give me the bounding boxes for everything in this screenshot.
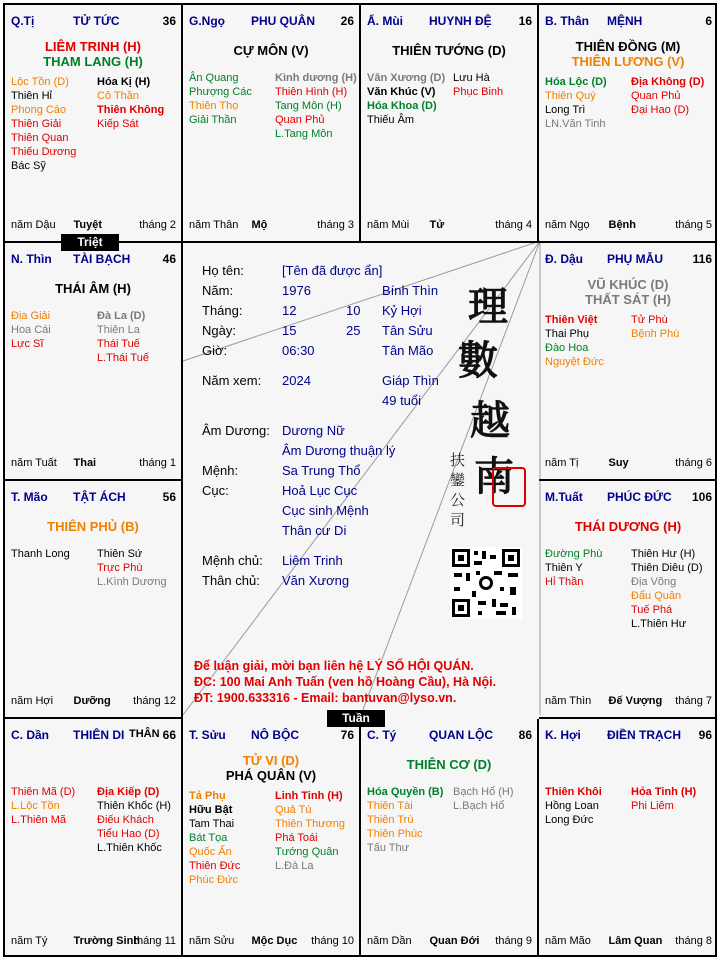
palace-name: TỬ TỨC (73, 14, 120, 28)
life-phase: Bệnh (608, 219, 636, 231)
cycle-month: tháng 6 (675, 457, 712, 469)
minor-star: Phong Cáo (11, 104, 67, 116)
major-star: THAM LANG (H) (43, 54, 143, 69)
palace-name: NÔ BỘC (251, 728, 299, 742)
cuc-value: Hoả Lục Cục (282, 483, 358, 498)
day-label: Ngày: (202, 323, 236, 338)
life-phase: Thai (73, 457, 97, 469)
palace-number: 56 (162, 490, 176, 504)
minor-star: Địa Không (D) (631, 76, 705, 88)
minor-star: Thiên Y (545, 562, 583, 574)
minor-star: Hóa Khoa (D) (367, 100, 437, 112)
minor-star: Thiếu Dương (11, 146, 77, 158)
minor-star: Quốc Ấn (189, 846, 232, 858)
minor-star: Đà La (D) (97, 310, 146, 322)
palace-name: TÀI BẠCH (73, 252, 131, 266)
branch-label: T. Sửu (189, 728, 226, 742)
calligraphy-char-4: 南 (474, 453, 514, 500)
minor-star: Tiểu Hao (D) (97, 828, 160, 840)
cycle-month: tháng 12 (133, 695, 176, 707)
palace-number: 86 (518, 728, 532, 742)
minor-star: Thiên Diêu (D) (631, 562, 703, 574)
minor-star: Phi Liêm (631, 800, 674, 812)
minor-star: Thiên Tài (367, 800, 413, 812)
branch-label: Ấ. Mùi (367, 14, 403, 28)
minor-star: Phúc Đức (189, 874, 238, 886)
month-num: 12 (282, 303, 297, 318)
age: 49 tuổi (382, 393, 422, 408)
hour-label: Giờ: (202, 343, 228, 358)
cycle-year: năm Dần (367, 935, 412, 947)
cycle-year: năm Tị (545, 457, 579, 469)
cycle-month: tháng 7 (675, 695, 712, 707)
minor-star: Tấu Thư (367, 842, 410, 854)
contact-line-1: Để luận giải, mời bạn liên hệ LÝ SỐ HỘI QUÁN. (194, 659, 474, 673)
minor-star: Thanh Long (11, 548, 70, 560)
cycle-year: năm Dậu (11, 219, 56, 231)
branch-label: M.Tuất (545, 490, 583, 504)
minor-star: Thai Phụ (545, 328, 590, 340)
cycle-month: tháng 4 (495, 219, 532, 231)
major-star: THIÊN CƠ (D) (406, 757, 492, 772)
life-phase: Tuyệt (73, 219, 103, 231)
major-star: LIÊM TRINH (H) (44, 39, 142, 54)
cycle-year: năm Tuất (11, 457, 57, 469)
major-star: THÁI DƯƠNG (H) (574, 519, 682, 534)
menh-label: Mệnh: (202, 463, 239, 478)
minor-star: Thiên Mã (D) (11, 786, 76, 798)
minor-star: Lưu Hà (453, 72, 490, 84)
palace-cell-ty2 (361, 719, 539, 957)
palace-name: THIÊN DI (73, 728, 125, 742)
minor-star: L.Tang Môn (275, 128, 333, 140)
palace-number: 66 (162, 728, 176, 742)
seal-char-1: 扶 (450, 451, 466, 469)
minor-star: Đẩu Quân (631, 590, 682, 602)
palace-name: TẬT ÁCH (73, 490, 126, 504)
branch-label: G.Ngọ (189, 14, 225, 28)
minor-star: Bác Sỹ (11, 160, 46, 172)
minor-star: Quan Phủ (631, 90, 681, 102)
major-star: THIÊN TƯỚNG (D) (392, 43, 506, 58)
palace-cell-mui (361, 5, 539, 243)
seal-char-2: 鑾 (450, 471, 466, 489)
contact-line-3: ĐT: 1900.633316 - Email: bantuvan@lyso.vn. (194, 691, 457, 705)
seal-char-4: 司 (450, 511, 466, 529)
minor-star: Ân Quang (189, 72, 239, 84)
palace-cell-hoi (539, 719, 717, 957)
minor-star: Tam Thai (189, 818, 235, 830)
minor-star: Phượng Các (189, 86, 252, 98)
cuc-label: Cục: (202, 483, 229, 498)
cycle-year: năm Sửu (189, 935, 235, 947)
minor-star: Thiên Hư (H) (631, 548, 696, 560)
name-value: [Tên đã được ẩn] (282, 263, 383, 278)
qr-code-icon (450, 547, 522, 619)
minor-star: Thiếu Âm (367, 114, 415, 126)
minor-star: Thiên Khôi (545, 786, 602, 798)
day-num: 15 (282, 323, 297, 338)
cuc-value-3: Thân cư Di (282, 523, 347, 538)
branch-label: K. Hợi (545, 728, 581, 742)
life-phase: Đế Vượng (608, 695, 663, 707)
life-phase: Quan Đới (429, 935, 480, 947)
minor-star: Thiên Đức (189, 860, 241, 872)
minor-star: Hoa Cái (11, 324, 51, 336)
minor-star: Thiên Quý (545, 90, 596, 102)
view-year-label: Năm xem: (202, 373, 262, 388)
cycle-year: năm Mão (545, 935, 591, 947)
branch-label: Q.Tị (11, 14, 35, 28)
year-can: Bính Thìn (382, 283, 439, 298)
menh-value: Sa Trung Thổ (282, 463, 361, 478)
contact-line-2: ĐC: 100 Mai Anh Tuấn (ven hồ Hoàng Cầu), Hà Nội. (194, 675, 497, 689)
minor-star: Đào Hoa (545, 342, 589, 354)
day-can: Tân Sửu (382, 323, 433, 338)
hour-can: Tân Mão (382, 343, 434, 358)
minor-star: Linh Tinh (H) (275, 790, 343, 802)
red-seal-stamp (492, 467, 526, 507)
cycle-month: tháng 2 (139, 219, 176, 231)
name-label: Họ tên: (202, 263, 244, 278)
major-star: THIÊN PHỦ (B) (47, 519, 139, 534)
month-num-lunar: 10 (346, 303, 361, 318)
minor-star: Địa Kiếp (D) (97, 786, 160, 798)
branch-label: Đ. Dậu (545, 252, 584, 266)
minor-star: Hỉ Thần (545, 576, 584, 588)
cycle-month: tháng 10 (311, 935, 354, 947)
minor-star: Văn Xương (D) (367, 72, 446, 84)
major-star: THẤT SÁT (H) (585, 292, 671, 307)
minor-star: Hồng Loan (545, 800, 599, 812)
minor-star: Thiên Quan (11, 132, 69, 144)
cycle-month: tháng 3 (317, 219, 354, 231)
minor-star: Địa Giải (11, 310, 51, 322)
minor-star: Thiên Sứ (97, 548, 143, 560)
palace-name: PHU QUÂN (251, 14, 316, 28)
palace-cell-ty (5, 5, 183, 243)
minor-star: L.Bạch Hổ (453, 800, 505, 812)
palace-cell-ngo (183, 5, 361, 243)
palace-cell-suu (183, 719, 361, 957)
cycle-month: tháng 11 (133, 935, 176, 947)
palace-cell-thin (5, 243, 183, 481)
cycle-month: tháng 5 (675, 219, 712, 231)
minor-star: Hóa Kị (H) (97, 76, 151, 88)
minor-star: Long Đức (545, 814, 594, 826)
center-info-panel (180, 239, 537, 715)
minor-star: Nguyệt Đức (545, 356, 604, 368)
cycle-year: năm Thân (189, 219, 239, 231)
palace-cell-dau (539, 243, 717, 481)
palace-name: PHÚC ĐỨC (607, 490, 672, 504)
cycle-month: tháng 9 (495, 935, 532, 947)
branch-label: C. Dần (11, 728, 50, 742)
body-tag: THÂN (129, 728, 160, 740)
life-phase: Lâm Quan (608, 935, 663, 947)
branch-label: B. Thân (545, 14, 589, 28)
minor-star: Điếu Khách (97, 814, 154, 826)
palace-number: 26 (340, 14, 354, 28)
life-phase: Tử (429, 219, 445, 231)
than-chu-value: Văn Xương (282, 573, 350, 588)
calligraphy-char-3: 越 (470, 397, 510, 444)
minor-star: Quả Tú (275, 804, 312, 816)
minor-star: Thiên Giải (11, 118, 62, 130)
palace-name: MỆNH (607, 14, 643, 28)
minor-star: Địa Võng (631, 576, 677, 588)
day-num-lunar: 25 (346, 323, 361, 338)
major-star: CỰ MÔN (V) (233, 43, 309, 58)
minor-star: Kiếp Sát (97, 118, 139, 130)
minor-star: Lực Sĩ (11, 338, 44, 350)
minor-star: Tang Môn (H) (275, 100, 342, 112)
minor-star: Kình dương (H) (275, 72, 357, 84)
life-phase: Dưỡng (73, 695, 111, 707)
palace-number: 36 (162, 14, 176, 28)
cycle-year: năm Hợi (11, 695, 54, 707)
life-phase: Trường Sinh (73, 935, 141, 947)
minor-star: Tả Phụ (189, 790, 226, 802)
branch-label: N. Thìn (11, 252, 52, 266)
month-label: Tháng: (202, 303, 243, 318)
palace-cell-mao (5, 481, 183, 719)
minor-star: Thiên Thọ (189, 100, 239, 112)
minor-star: Thiên Hình (H) (275, 86, 348, 98)
triet-tag: Triệt (61, 234, 119, 251)
minor-star: LN.Văn Tinh (545, 118, 606, 130)
minor-star: Trực Phù (97, 562, 143, 574)
minor-star: Đường Phù (545, 548, 603, 560)
amduong-label: Âm Dương: (202, 423, 270, 438)
calligraphy-char-1: 理 (468, 283, 508, 330)
branch-label: C. Tý (367, 728, 397, 742)
minor-star: Long Trì (545, 104, 586, 116)
palace-name: HUYNH ĐỆ (429, 14, 492, 28)
minor-star: Lộc Tồn (D) (11, 76, 69, 88)
calligraphy-char-2: 數 (458, 337, 498, 384)
amduong-value-2: Âm Dương thuận lý (282, 443, 396, 458)
life-phase: Suy (608, 457, 629, 469)
view-year-can: Giáp Thìn (382, 373, 439, 388)
cycle-month: tháng 1 (139, 457, 176, 469)
minor-star: Thiên Khốc (H) (97, 800, 171, 812)
palace-cell-than (539, 5, 717, 243)
year-label: Năm: (202, 283, 234, 298)
palace-name: QUAN LỘC (429, 728, 493, 742)
minor-star: Hóa Lộc (D) (545, 76, 607, 88)
menh-chu-value: Liêm Trinh (282, 553, 343, 568)
minor-star: L.Thiên Hư (631, 618, 687, 630)
minor-star: L.Lộc Tồn (11, 800, 60, 812)
than-chu-label: Thân chủ: (202, 573, 260, 588)
view-year: 2024 (282, 373, 311, 388)
minor-star: Giải Thần (189, 114, 237, 126)
minor-star: Thiên Hỉ (11, 90, 52, 102)
cycle-year: năm Mùi (367, 219, 410, 231)
palace-number: 46 (162, 252, 176, 266)
cycle-month: tháng 8 (675, 935, 712, 947)
seal-char-3: 公 (450, 491, 466, 509)
minor-star: Hóa Quyền (B) (367, 786, 444, 798)
minor-star: Đại Hao (D) (631, 104, 690, 116)
minor-star: Tuế Phá (631, 604, 673, 616)
major-star: THIÊN ĐỒNG (M) (575, 39, 681, 54)
palace-number: 16 (518, 14, 532, 28)
minor-star: Phục Binh (453, 86, 504, 98)
year-num: 1976 (282, 283, 311, 298)
minor-star: Bệnh Phù (631, 328, 680, 340)
palace-name: PHỤ MẪU (607, 252, 663, 266)
minor-star: Phá Toái (275, 832, 318, 844)
major-star: VŨ KHÚC (D) (587, 277, 669, 292)
minor-star: Thiên La (97, 324, 140, 336)
minor-star: Thiên Thương (275, 818, 346, 830)
palace-number: 106 (691, 490, 712, 504)
minor-star: Thiên Trù (367, 814, 414, 826)
palace-number: 116 (692, 252, 712, 266)
minor-star: Bát Tọa (189, 832, 228, 844)
minor-star: Hỏa Tinh (H) (631, 786, 697, 798)
palace-name: ĐIỀN TRẠCH (607, 728, 681, 742)
palace-cell-dan (5, 719, 183, 957)
cycle-year: năm Ngọ (545, 219, 590, 231)
life-phase: Mộc Dục (251, 935, 298, 947)
major-star: THIÊN LƯƠNG (V) (571, 54, 685, 69)
palace-cell-tuat (539, 481, 717, 719)
menh-chu-label: Mệnh chủ: (202, 553, 263, 568)
minor-star: Thiên Phúc (367, 828, 423, 840)
amduong-value: Dương Nữ (282, 423, 345, 438)
minor-star: Tử Phù (631, 314, 668, 326)
hour-num: 06:30 (282, 343, 315, 358)
major-star: TỬ VI (D) (242, 753, 300, 768)
life-phase: Mộ (251, 219, 268, 231)
palace-number: 76 (340, 728, 354, 742)
minor-star: L.Đà La (275, 860, 314, 872)
minor-star: Thái Tuế (97, 338, 140, 350)
minor-star: Cô Thần (97, 90, 139, 102)
cycle-year: năm Thìn (545, 695, 592, 707)
minor-star: L.Thái Tuế (97, 352, 149, 364)
minor-star: Văn Khúc (V) (367, 86, 436, 98)
palace-number: 96 (698, 728, 712, 742)
major-star: THÁI ÂM (H) (55, 281, 131, 296)
minor-star: Thiên Việt (545, 314, 598, 326)
minor-star: Hữu Bật (189, 804, 233, 816)
minor-star: L.Thiên Khốc (97, 842, 162, 854)
minor-star: Quan Phủ (275, 114, 325, 126)
minor-star: L.Kình Dương (97, 576, 167, 588)
minor-star: Bạch Hổ (H) (453, 786, 514, 798)
tuan-tag: Tuần (327, 710, 385, 727)
branch-label: T. Mão (11, 490, 48, 504)
minor-star: Thiên Không (97, 104, 165, 116)
cycle-year: năm Tý (11, 935, 48, 947)
minor-star: L.Thiên Mã (11, 814, 67, 826)
major-star: PHÁ QUÂN (V) (225, 768, 317, 783)
minor-star: Tướng Quân (275, 846, 339, 858)
palace-number: 6 (705, 14, 712, 28)
month-can: Kỷ Hợi (382, 303, 422, 318)
cuc-value-2: Cục sinh Mệnh (282, 503, 369, 518)
